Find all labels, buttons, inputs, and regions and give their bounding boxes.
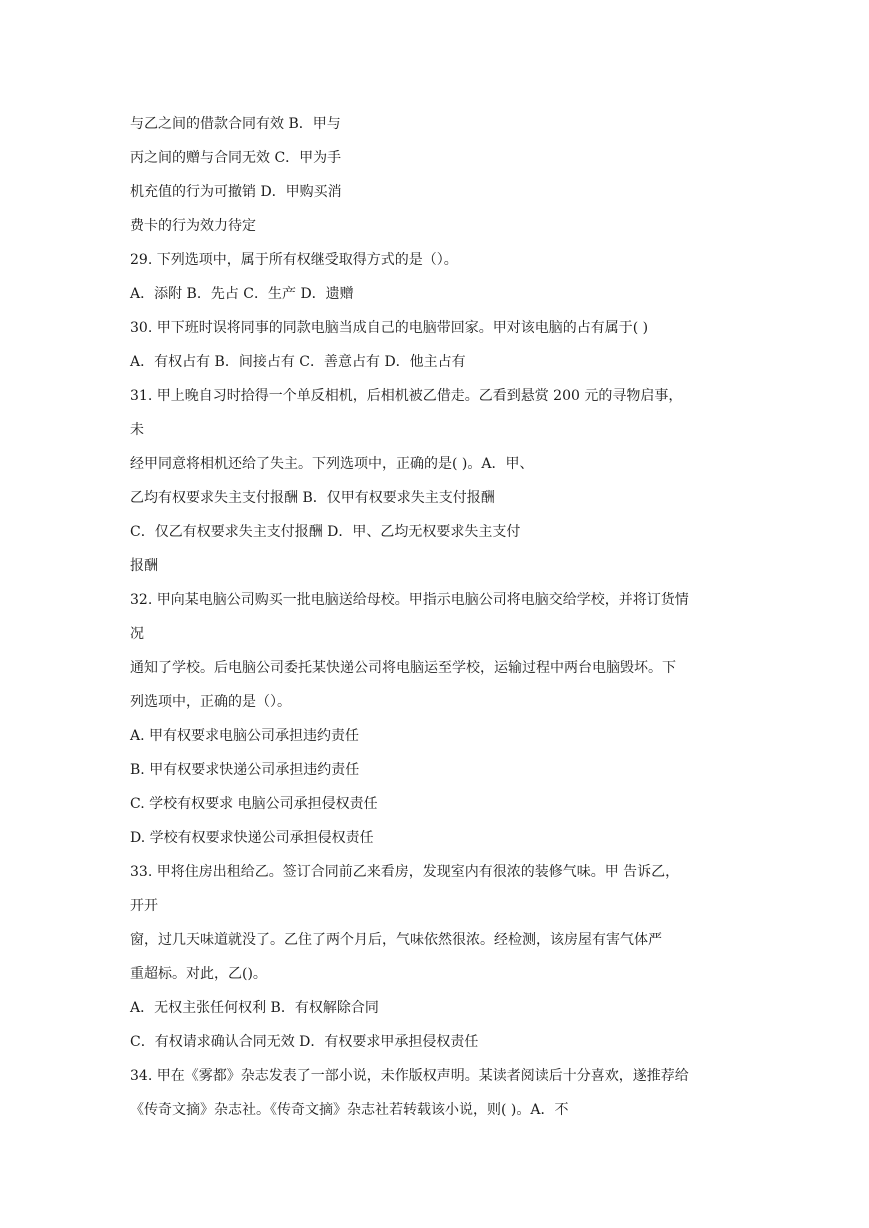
text-line: 与乙之间的借款合同有效 B．甲与 [130,116,341,132]
options-31: 乙均有权要求失主支付报酬 B．仅甲有权要求失主支付报酬 [130,490,495,506]
question-30: 30. 甲下班时误将同事的同款电脑当成自己的电脑带回家。甲对该电脑的占有属于( ) [130,320,649,336]
text-line: 重超标。对此，乙()。 [130,966,267,982]
text-line: 况 [130,626,144,642]
question-34: 34. 甲在《雾都》杂志发表了一部小说，未作版权声明。某读者阅读后十分喜欢，遂推荐给 [130,1068,689,1084]
text-line: 未 [130,422,144,438]
option-32-c: C. 学校有权要求 电脑公司承担侵权责任 [130,796,378,812]
option-32-b: B. 甲有权要求快递公司承担违约责任 [130,762,360,778]
options-33: C．有权请求确认合同无效 D．有权要求甲承担侵权责任 [130,1034,479,1050]
text-line: 《传奇文摘》杂志社。《传奇文摘》杂志社若转载该小说，则( )。A．不 [130,1102,569,1118]
options-29: A．添附 B．先占 C．生产 D．遗赠 [130,286,354,302]
option-32-d: D. 学校有权要求快递公司承担侵权责任 [130,830,374,846]
text-line: 丙之间的赠与合同无效 C．甲为手 [130,150,342,166]
options-30: A．有权占有 B．间接占有 C．善意占有 D．他主占有 [130,354,466,370]
options-31: C．仅乙有权要求失主支付报酬 D．甲、乙均无权要求失主支付 [130,524,521,540]
options-33: A．无权主张任何权利 B．有权解除合同 [130,1000,379,1016]
option-32-a: A. 甲有权要求电脑公司承担违约责任 [130,728,360,744]
text-line: 机充值的行为可撤销 D．甲购买消 [130,184,342,200]
text-line: 报酬 [130,558,158,574]
text-line: 经甲同意将相机还给了失主。下列选项中，正确的是( )。A．甲、 [130,456,534,472]
text-line: 通知了学校。后电脑公司委托某快递公司将电脑运至学校，运输过程中两台电脑毁坏。下 [130,660,676,676]
text-line: 开开 [130,898,158,914]
question-31: 31. 甲上晚自习时拾得一个单反相机，后相机被乙借走。乙看到悬赏 200 元的寻物启事， [130,388,683,404]
text-line: 列选项中，正确的是（）。 [130,694,291,710]
text-line: 费卡的行为效力待定 [130,218,256,234]
question-32: 32. 甲向某电脑公司购买一批电脑送给母校。甲指示电脑公司将电脑交给学校，并将订货情 [130,592,689,608]
question-29: 29. 下列选项中，属于所有权继受取得方式的是（）。 [130,252,458,268]
question-33: 33. 甲将住房出租给乙。签订合同前乙来看房，发现室内有很浓的装修气味。甲 告诉乙， [130,864,680,880]
text-line: 窗，过几天味道就没了。乙住了两个月后，气味依然很浓。经检测，该房屋有害气体严 [130,932,662,948]
